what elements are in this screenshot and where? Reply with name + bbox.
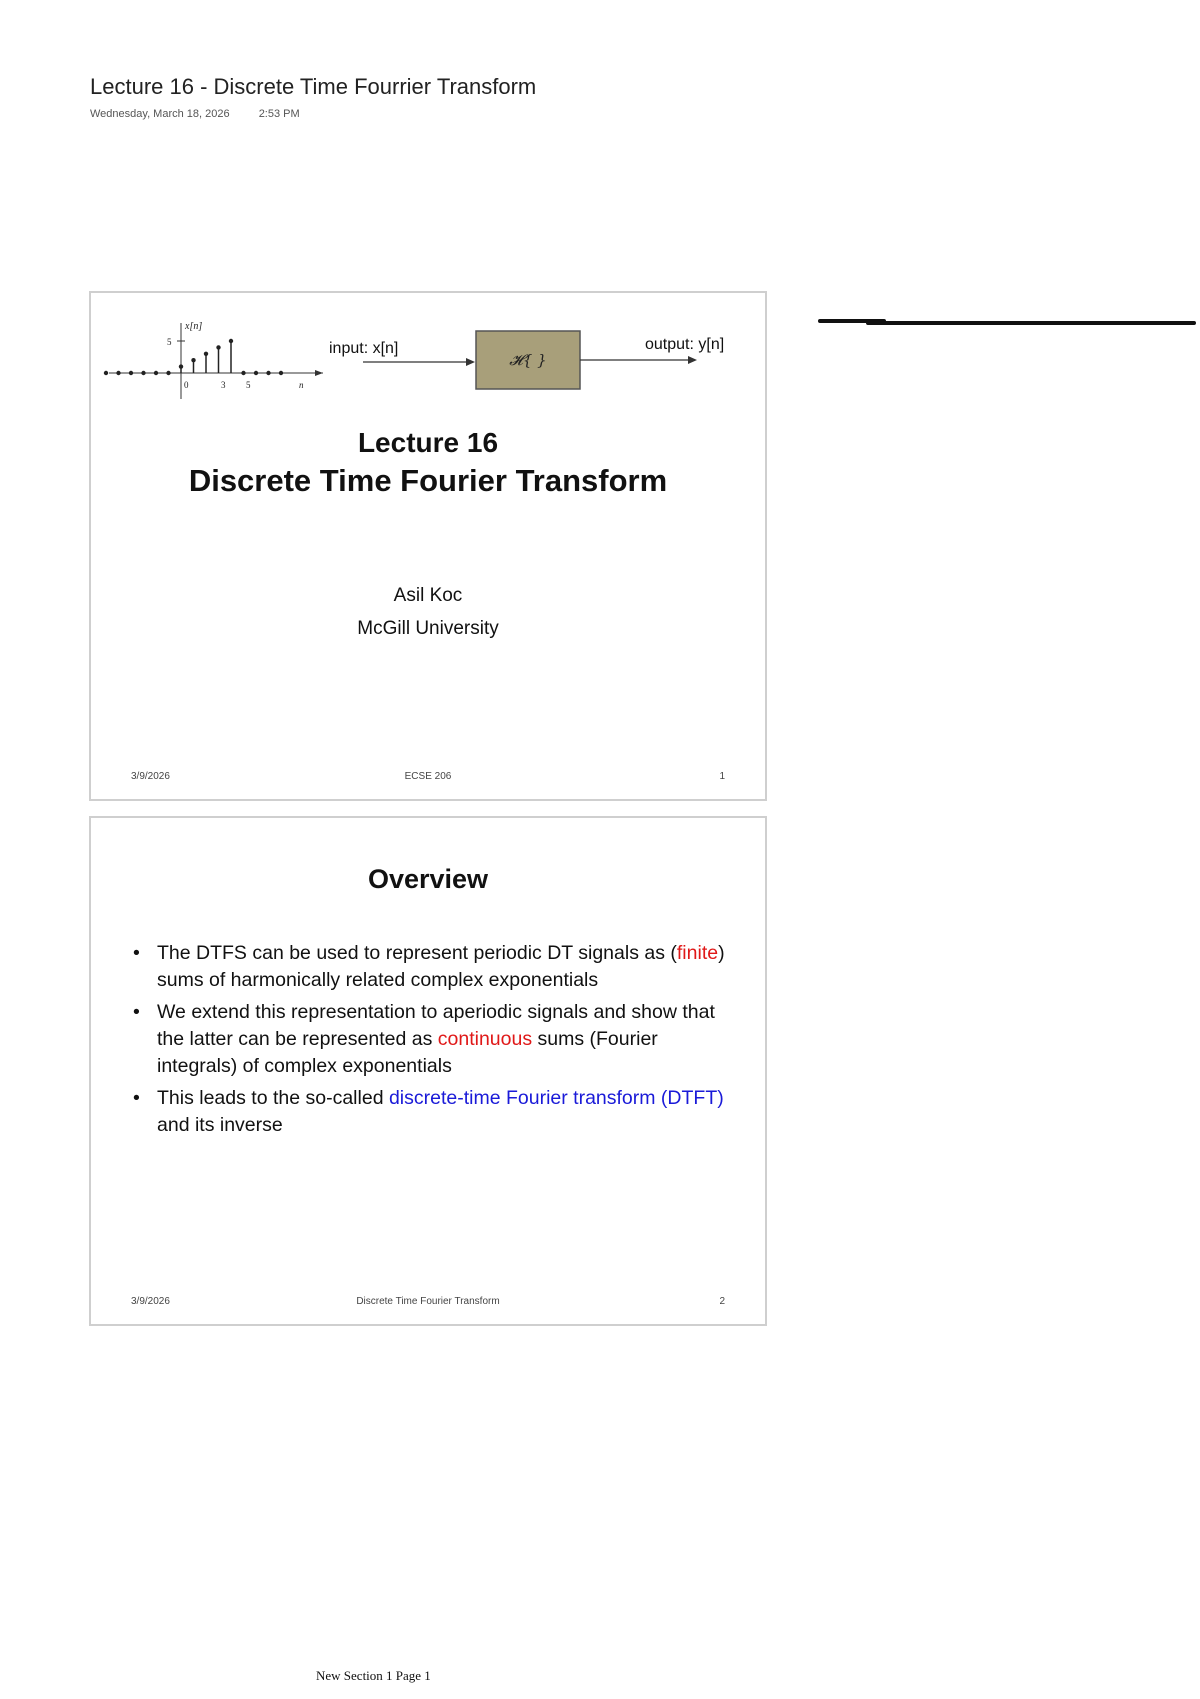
signal-stems (104, 339, 283, 375)
bullet-text-pre: The DTFS can be used to represent periodic DT signals as ( (157, 942, 677, 964)
ink-stroke-2[interactable] (866, 321, 1196, 325)
slide-2-footer-title: Discrete Time Fourier Transform (356, 1296, 500, 1307)
signal-sample-point (229, 339, 233, 343)
x-axis-arrow (315, 370, 323, 376)
signal-system-diagram (91, 293, 769, 403)
slide-1[interactable] (89, 291, 767, 801)
signal-sample-point (204, 352, 208, 356)
x-tick-label-5: 5 (246, 380, 251, 390)
bullet-highlight: discrete-time Fourier transform (DTFT) (388, 1087, 724, 1109)
slide-1-author: Asil Koc (393, 585, 463, 606)
slide-1-footer-page: 1 (719, 771, 725, 782)
page-date: Wednesday, March 18, 2026 (90, 108, 230, 120)
signal-sample-point (279, 371, 283, 375)
bullet-item (131, 1085, 725, 1139)
slide-2-footer-date: 3/9/2026 (131, 1296, 170, 1307)
page-title: Lecture 16 - Discrete Time Fourrier Transform (90, 74, 537, 99)
signal-sample-point (191, 358, 195, 362)
page-time: 2:53 PM (258, 108, 300, 120)
signal-sample-point (241, 371, 245, 375)
bullet-dot-icon: • (133, 942, 140, 964)
bullet-item (131, 940, 725, 994)
signal-sample-point (116, 371, 120, 375)
system-label: 𝓗{ } (509, 351, 547, 369)
slide-1-institution: McGill University (357, 618, 499, 639)
bullet-highlight: finite (676, 942, 719, 964)
signal-sample-point (141, 371, 145, 375)
bullet-dot-icon: • (133, 1087, 140, 1109)
page-meta (90, 108, 326, 120)
signal-sample-point (254, 371, 258, 375)
bullet-text-post: and its inverse (157, 1114, 283, 1136)
input-label: input: x[n] (329, 340, 399, 357)
bullet-text-pre: This leads to the so-called (157, 1087, 389, 1109)
output-label: output: y[n] (645, 336, 725, 353)
slide-1-title: Discrete Time Fourier Transform (188, 463, 668, 498)
output-arrowhead (688, 356, 697, 364)
signal-sample-point (216, 345, 220, 349)
bullet-item (131, 999, 725, 1080)
signal-sample-point (166, 371, 170, 375)
x-axis-label: n (299, 380, 304, 390)
y-axis-label: x[n] (185, 321, 203, 332)
x-tick-label-3: 3 (221, 380, 226, 390)
bullet-highlight: continuous (437, 1028, 533, 1050)
input-arrowhead (466, 358, 475, 366)
slide-2[interactable] (89, 816, 767, 1326)
slide-2-footer-page: 2 (719, 1296, 725, 1307)
signal-sample-point (154, 371, 158, 375)
slide-1-footer-course: ECSE 206 (404, 771, 452, 782)
y-tick-label: 5 (167, 337, 172, 347)
bullet-text-post: sums (Fourier integrals) of complex exponentials (157, 1028, 658, 1077)
signal-sample-point (266, 371, 270, 375)
slide-2-heading: Overview (367, 864, 489, 894)
bullet-dot-icon: • (133, 1001, 140, 1023)
signal-sample-point (104, 371, 108, 375)
bullet-text-post: ) sums of harmonically related complex exponentials (157, 942, 725, 991)
overview-bullet-list (131, 940, 725, 1144)
signal-sample-point (179, 364, 183, 368)
slide-1-heading: Lecture 16 (357, 427, 499, 458)
slide-1-footer-date: 3/9/2026 (131, 771, 170, 782)
x-tick-label-0: 0 (184, 380, 189, 390)
bullet-text-pre: We extend this representation to aperiodic signals and show that the latter can be represented as (157, 1001, 715, 1050)
section-page-label: New Section 1 Page 1 (316, 1668, 431, 1683)
signal-sample-point (129, 371, 133, 375)
